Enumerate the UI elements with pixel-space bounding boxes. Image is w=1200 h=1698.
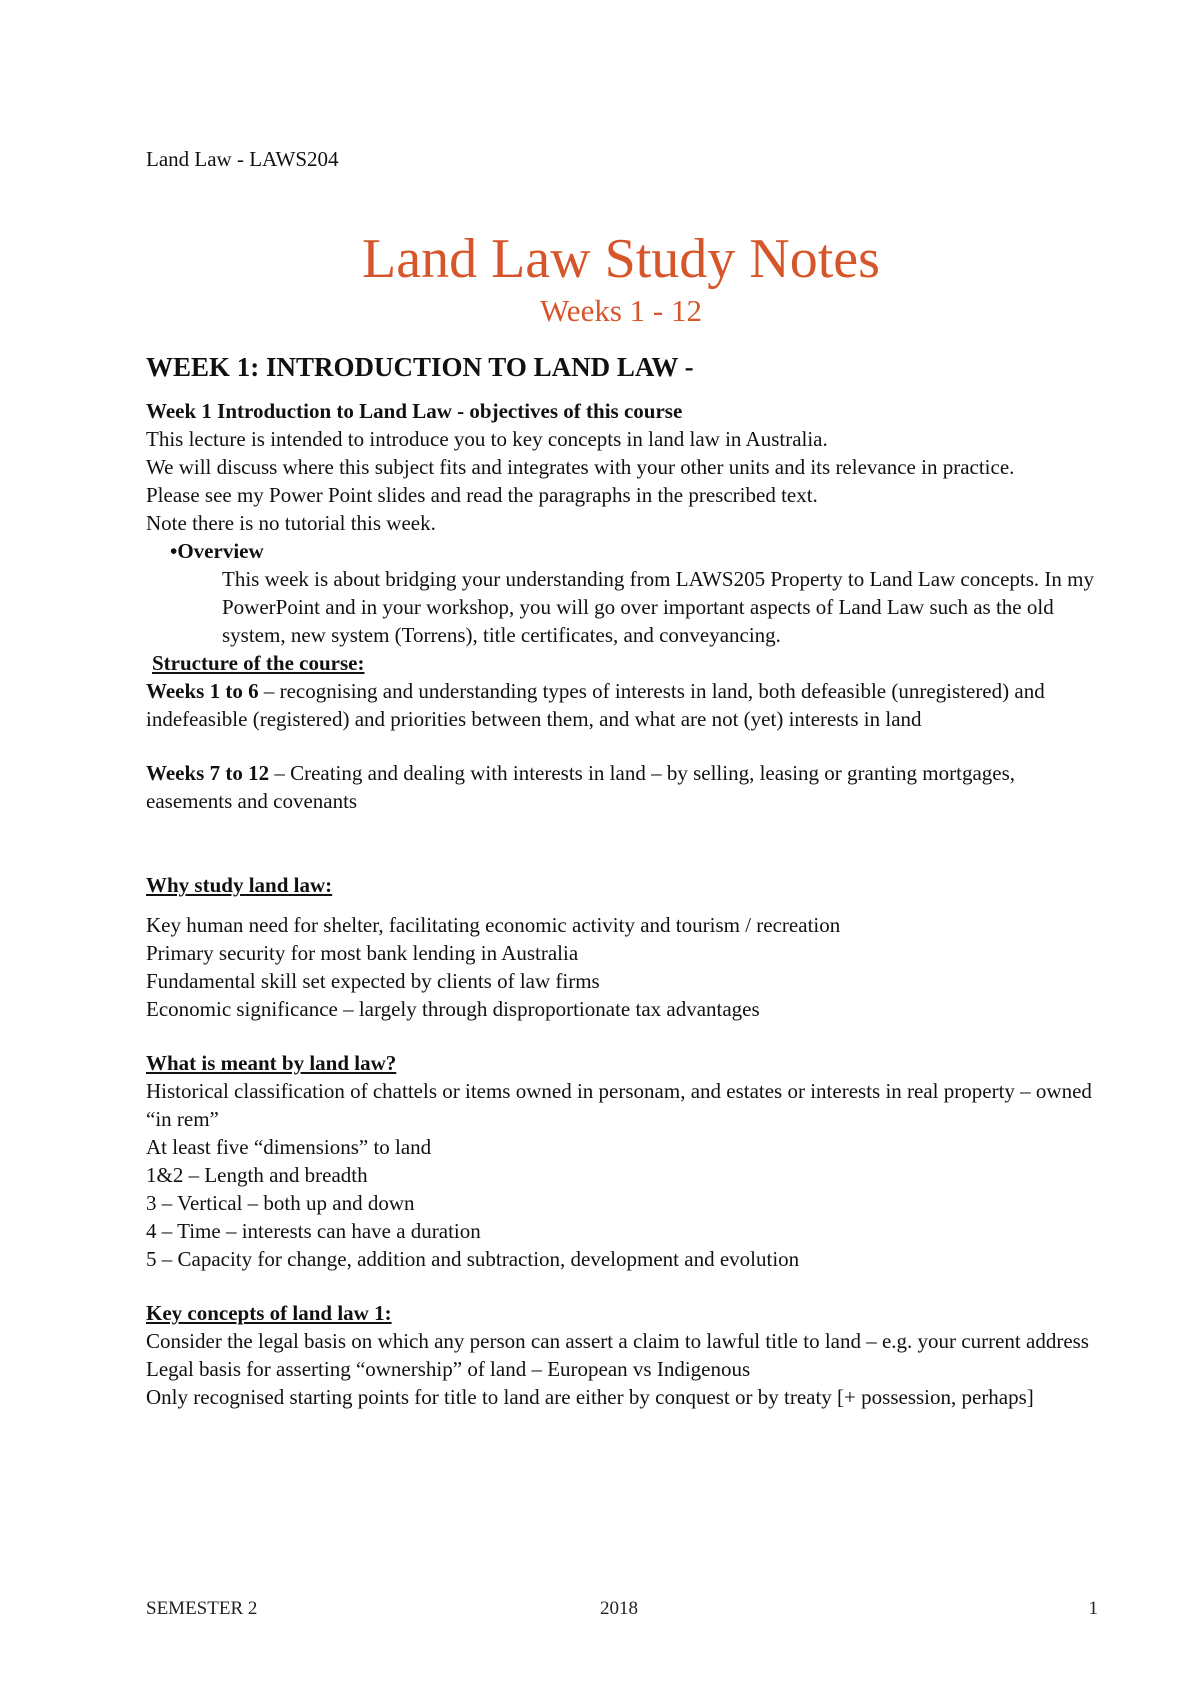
document-title: Land Law Study Notes bbox=[362, 228, 880, 290]
footer-year: 2018 bbox=[600, 1598, 638, 1619]
key-line: Only recognised starting points for title to land are either by conquest or by treaty [+ possession, perhaps] bbox=[146, 1385, 1034, 1409]
paragraph-line: Note there is no tutorial this week. bbox=[146, 511, 436, 535]
document-subtitle: Weeks 1 - 12 bbox=[540, 293, 702, 328]
structure-weeks-1-6 bbox=[146, 677, 1096, 733]
footer-semester: SEMESTER 2 bbox=[146, 1598, 258, 1619]
weeks-7-12-label: Weeks 7 to 12 bbox=[146, 761, 270, 785]
spacer bbox=[146, 1273, 1096, 1299]
page-number: 1 bbox=[1088, 1598, 1098, 1619]
spacer bbox=[146, 899, 1096, 911]
structure-weeks-7-12 bbox=[146, 759, 1096, 815]
paragraph-line: This lecture is intended to introduce you to key concepts in land law in Australia. bbox=[146, 427, 828, 451]
weeks-7-12-text: – Creating and dealing with interests in land – by selling, leasing or granting mortgages, easements and covenants bbox=[146, 761, 1016, 813]
spacer bbox=[146, 1023, 1096, 1049]
paragraph-line: Please see my Power Point slides and read the paragraphs in the prescribed text. bbox=[146, 483, 818, 507]
why-line: Key human need for shelter, facilitating economic activity and tourism / recreation bbox=[146, 913, 841, 937]
page-footer bbox=[146, 1598, 1098, 1620]
key-line: Legal basis for asserting “ownership” of land – European vs Indigenous bbox=[146, 1357, 751, 1381]
weeks-1-6-text: – recognising and understanding types of interests in land, both defeasible (unregistered) and indefeasible (registered) and priorities between them, and what are not (yet) interests in land bbox=[146, 679, 1045, 731]
why-heading bbox=[146, 871, 1096, 899]
meant-heading bbox=[146, 1049, 1096, 1077]
why-line: Economic significance – largely through disproportionate tax advantages bbox=[146, 997, 760, 1021]
structure-heading bbox=[146, 649, 1096, 677]
key-heading-text: Key concepts of land law 1: bbox=[146, 1301, 392, 1325]
meant-heading-text: What is meant by land law? bbox=[146, 1051, 397, 1075]
overview-text: This week is about bridging your understanding from LAWS205 Property to Land Law concepts. In my PowerPoint and in your workshop, you will go over important aspects of Land Law such as the old system, new system (Torrens), title certificates, and conveyancing. bbox=[222, 567, 1094, 647]
key-line: Consider the legal basis on which any person can assert a claim to lawful title to land – e.g. your current address bbox=[146, 1329, 1089, 1353]
weeks-1-6-label: Weeks 1 to 6 bbox=[146, 679, 259, 703]
week-heading: WEEK 1: INTRODUCTION TO LAND LAW - bbox=[146, 352, 694, 382]
spacer bbox=[146, 733, 1096, 759]
why-line: Primary security for most bank lending in Australia bbox=[146, 941, 579, 965]
why-line: Fundamental skill set expected by clients of law firms bbox=[146, 969, 600, 993]
spacer bbox=[146, 815, 1096, 871]
meant-line: 1&2 – Length and breadth bbox=[146, 1163, 368, 1187]
meant-line: 3 – Vertical – both up and down bbox=[146, 1191, 415, 1215]
meant-line: Historical classification of chattels or items owned in personam, and estates or interests in real property – owned “in rem” bbox=[146, 1079, 1092, 1131]
paragraph-line: We will discuss where this subject fits and integrates with your other units and its relevance in practice. bbox=[146, 455, 1015, 479]
why-heading-text: Why study land law: bbox=[146, 873, 333, 897]
section-heading-objectives: Week 1 Introduction to Land Law - objectives of this course bbox=[146, 399, 683, 423]
meant-line: 4 – Time – interests can have a duration bbox=[146, 1219, 481, 1243]
structure-heading-text: Structure of the course: bbox=[152, 651, 365, 675]
key-heading bbox=[146, 1299, 1096, 1327]
meant-line: At least five “dimensions” to land bbox=[146, 1135, 432, 1159]
overview-bullet: •Overview bbox=[170, 539, 264, 563]
running-header: Land Law - LAWS204 bbox=[146, 147, 339, 171]
page-content bbox=[146, 145, 1096, 1411]
meant-line: 5 – Capacity for change, addition and subtraction, development and evolution bbox=[146, 1247, 800, 1271]
